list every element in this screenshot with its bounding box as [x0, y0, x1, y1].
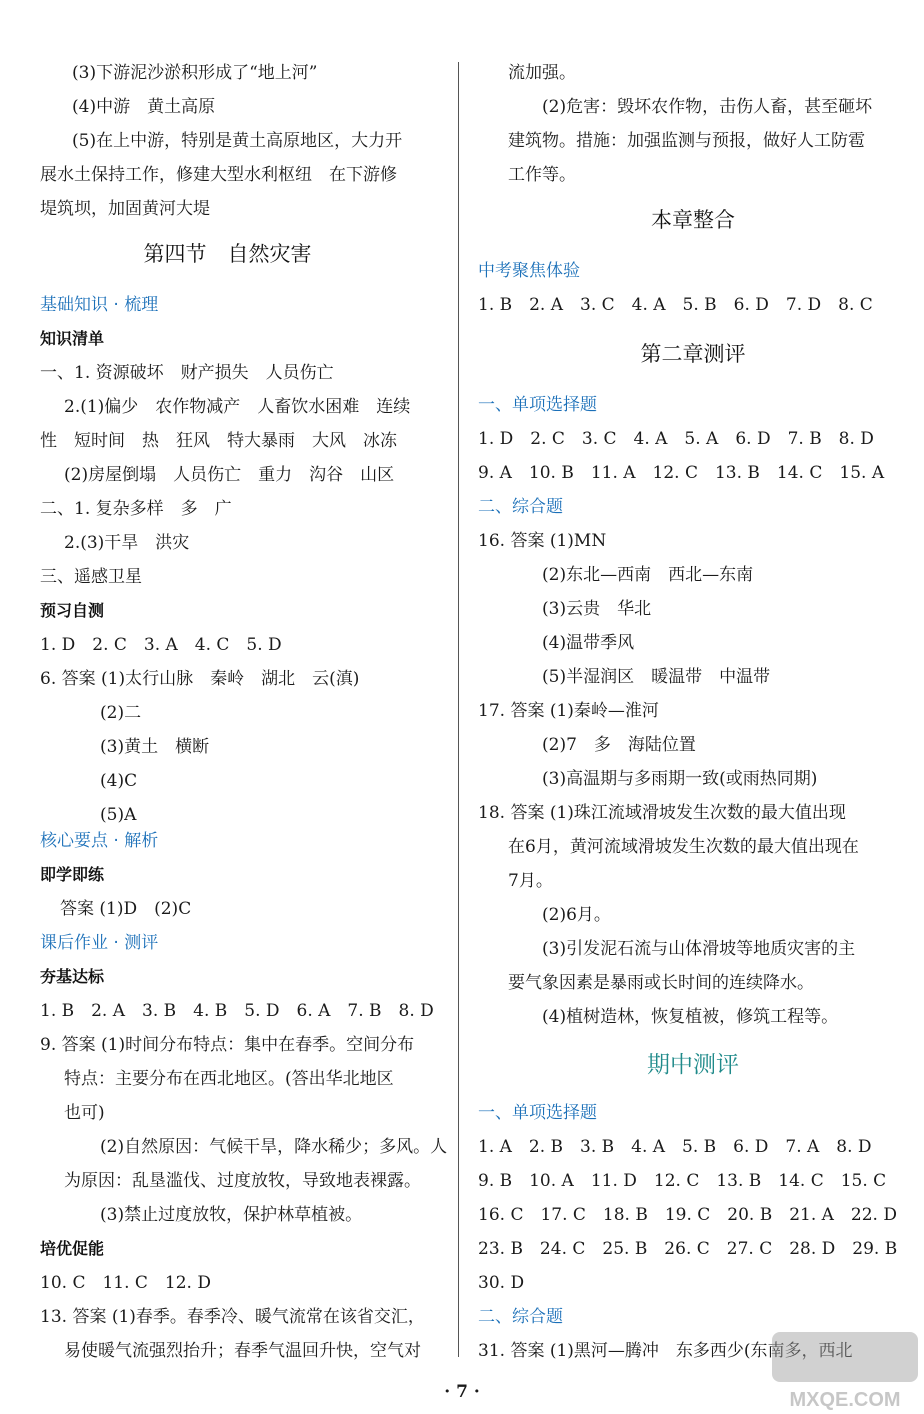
text-line: (4)中游 黄土高原 — [72, 97, 216, 117]
blue-heading: 中考聚焦体验 — [478, 261, 580, 281]
text-line: (3)下游泥沙淤积形成了“地上河” — [72, 63, 318, 83]
text-line: (4)植树造林，恢复植被，修筑工程等。 — [542, 1007, 839, 1027]
text-line: 1. D 2. C 3. C 4. A 5. A 6. D 7. B 8. D — [478, 429, 874, 449]
text-line: 2.(3)干旱 洪灾 — [64, 533, 190, 553]
text-line: 1. B 2. A 3. B 4. B 5. D 6. A 7. B 8. D — [40, 1001, 434, 1021]
text-line: (2)房屋倒塌 人员伤亡 重力 沟谷 山区 — [64, 465, 395, 485]
text-line: (5)半湿润区 暖温带 中温带 — [542, 667, 771, 687]
text-line: 31. 答案 (1)黑河—腾冲 东多西少(东南多，西北 — [478, 1341, 853, 1361]
blue-heading: 一、单项选择题 — [478, 395, 597, 415]
text-line: 1. B 2. A 3. C 4. A 5. B 6. D 7. D 8. C — [478, 295, 873, 315]
text-line: 堤筑坝，加固黄河大堤 — [40, 199, 210, 219]
text-line: (3)禁止过度放牧，保护林草植被。 — [100, 1205, 363, 1225]
text-line: (2)东北—西南 西北—东南 — [542, 565, 754, 585]
text-line: 13. 答案 (1)春季。春季冷、暖气流常在该省交汇， — [40, 1307, 425, 1327]
section-title: 本章整合 — [651, 208, 735, 232]
text-line: (4)C — [100, 771, 138, 791]
section-title: 第二章测评 — [640, 342, 746, 366]
text-line: (3)黄土 横断 — [100, 737, 210, 757]
text-line: 展水土保持工作，修建大型水利枢纽 在下游修 — [40, 165, 397, 185]
text-line: 二、1. 复杂多样 多 广 — [40, 499, 232, 519]
text-line: 6. 答案 (1)太行山脉 秦岭 湖北 云(滇) — [40, 669, 360, 689]
text-line: 9. 答案 (1)时间分布特点：集中在春季。空间分布 — [40, 1035, 415, 1055]
text-line: 建筑物。措施：加强监测与预报，做好人工防雹 — [508, 131, 865, 151]
blue-heading: 基础知识 · 梳理 — [40, 295, 159, 315]
text-line: 1. A 2. B 3. B 4. A 5. B 6. D 7. A 8. D — [478, 1137, 872, 1157]
text-line: 7月。 — [508, 871, 553, 891]
text-line: 18. 答案 (1)珠江流域滑坡发生次数的最大值出现 — [478, 803, 846, 823]
sub-heading: 夯基达标 — [40, 967, 105, 986]
section-title-teal: 期中测评 — [647, 1052, 739, 1078]
text-line: (3)引发泥石流与山体滑坡等地质灾害的主 — [542, 939, 856, 959]
text-line: 23. B 24. C 25. B 26. C 27. C 28. D 29. B — [478, 1239, 898, 1259]
text-line: 16. C 17. C 18. B 19. C 20. B 21. A 22. D — [478, 1205, 897, 1225]
section-title: 第四节 自然灾害 — [143, 242, 312, 266]
text-line: 10. C 11. C 12. D — [40, 1273, 211, 1293]
sub-heading: 培优促能 — [40, 1239, 105, 1258]
sub-heading: 预习自测 — [40, 601, 105, 620]
text-line: 9. B 10. A 11. D 12. C 13. B 14. C 15. C — [478, 1171, 887, 1191]
text-line: (2)自然原因：气候干旱，降水稀少；多风。人 — [100, 1137, 448, 1157]
text-line: (2)7 多 海陆位置 — [542, 735, 696, 755]
text-line: (2)危害：毁坏农作物，击伤人畜，甚至砸坏 — [542, 97, 873, 117]
text-line: 也可) — [64, 1103, 105, 1123]
blue-heading: 一、单项选择题 — [478, 1103, 597, 1123]
text-line: (2)二 — [100, 703, 142, 723]
text-line: 为原因：乱垦滥伐、过度放牧，导致地表裸露。 — [64, 1171, 421, 1191]
blue-heading: 二、综合题 — [478, 497, 563, 517]
text-line: 9. A 10. B 11. A 12. C 13. B 14. C 15. A — [478, 463, 885, 483]
sub-heading: 知识清单 — [40, 329, 105, 348]
column-divider — [458, 62, 459, 1357]
text-line: 易使暖气流强烈抬升；春季气温回升快，空气对 — [64, 1341, 421, 1361]
text-line: 一、1. 资源破坏 财产损失 人员伤亡 — [40, 363, 334, 383]
text-line: (3)云贵 华北 — [542, 599, 652, 619]
text-line: 要气象因素是暴雨或长时间的连续降水。 — [508, 973, 814, 993]
text-line: 特点：主要分布在西北地区。(答出华北地区 — [64, 1069, 394, 1089]
watermark-text: MXQE.COM — [789, 1389, 901, 1411]
text-line: 17. 答案 (1)秦岭—淮河 — [478, 701, 659, 721]
blue-heading: 二、综合题 — [478, 1307, 563, 1327]
text-line: 三、遥感卫星 — [40, 567, 142, 587]
text-line: (2)6月。 — [542, 905, 611, 925]
sub-heading: 即学即练 — [40, 865, 105, 884]
text-line: (4)温带季风 — [542, 633, 635, 653]
blue-heading: 课后作业 · 测评 — [40, 933, 159, 953]
text-line: (5)在上中游，特别是黄土高原地区，大力开 — [72, 131, 403, 151]
text-line: 在6月，黄河流域滑坡发生次数的最大值出现在 — [508, 837, 859, 857]
text-line: (5)A — [100, 805, 137, 825]
watermark-logo — [770, 1330, 920, 1412]
text-line: 1. D 2. C 3. A 4. C 5. D — [40, 635, 282, 655]
text-line: 流加强。 — [508, 63, 576, 83]
text-line: 答案 (1)D (2)C — [60, 899, 192, 919]
text-line: 工作等。 — [508, 165, 576, 185]
text-line: 16. 答案 (1)MN — [478, 531, 607, 551]
text-line: 2.(1)偏少 农作物减产 人畜饮水困难 连续 — [64, 397, 411, 417]
page-number: · 7 · — [444, 1382, 480, 1402]
text-line: (3)高温期与多雨期一致(或雨热同期) — [542, 769, 818, 789]
text-line: 性 短时间 热 狂风 特大暴雨 大风 冰冻 — [40, 431, 397, 451]
text-line: 30. D — [478, 1273, 525, 1293]
blue-heading: 核心要点 · 解析 — [40, 831, 159, 851]
